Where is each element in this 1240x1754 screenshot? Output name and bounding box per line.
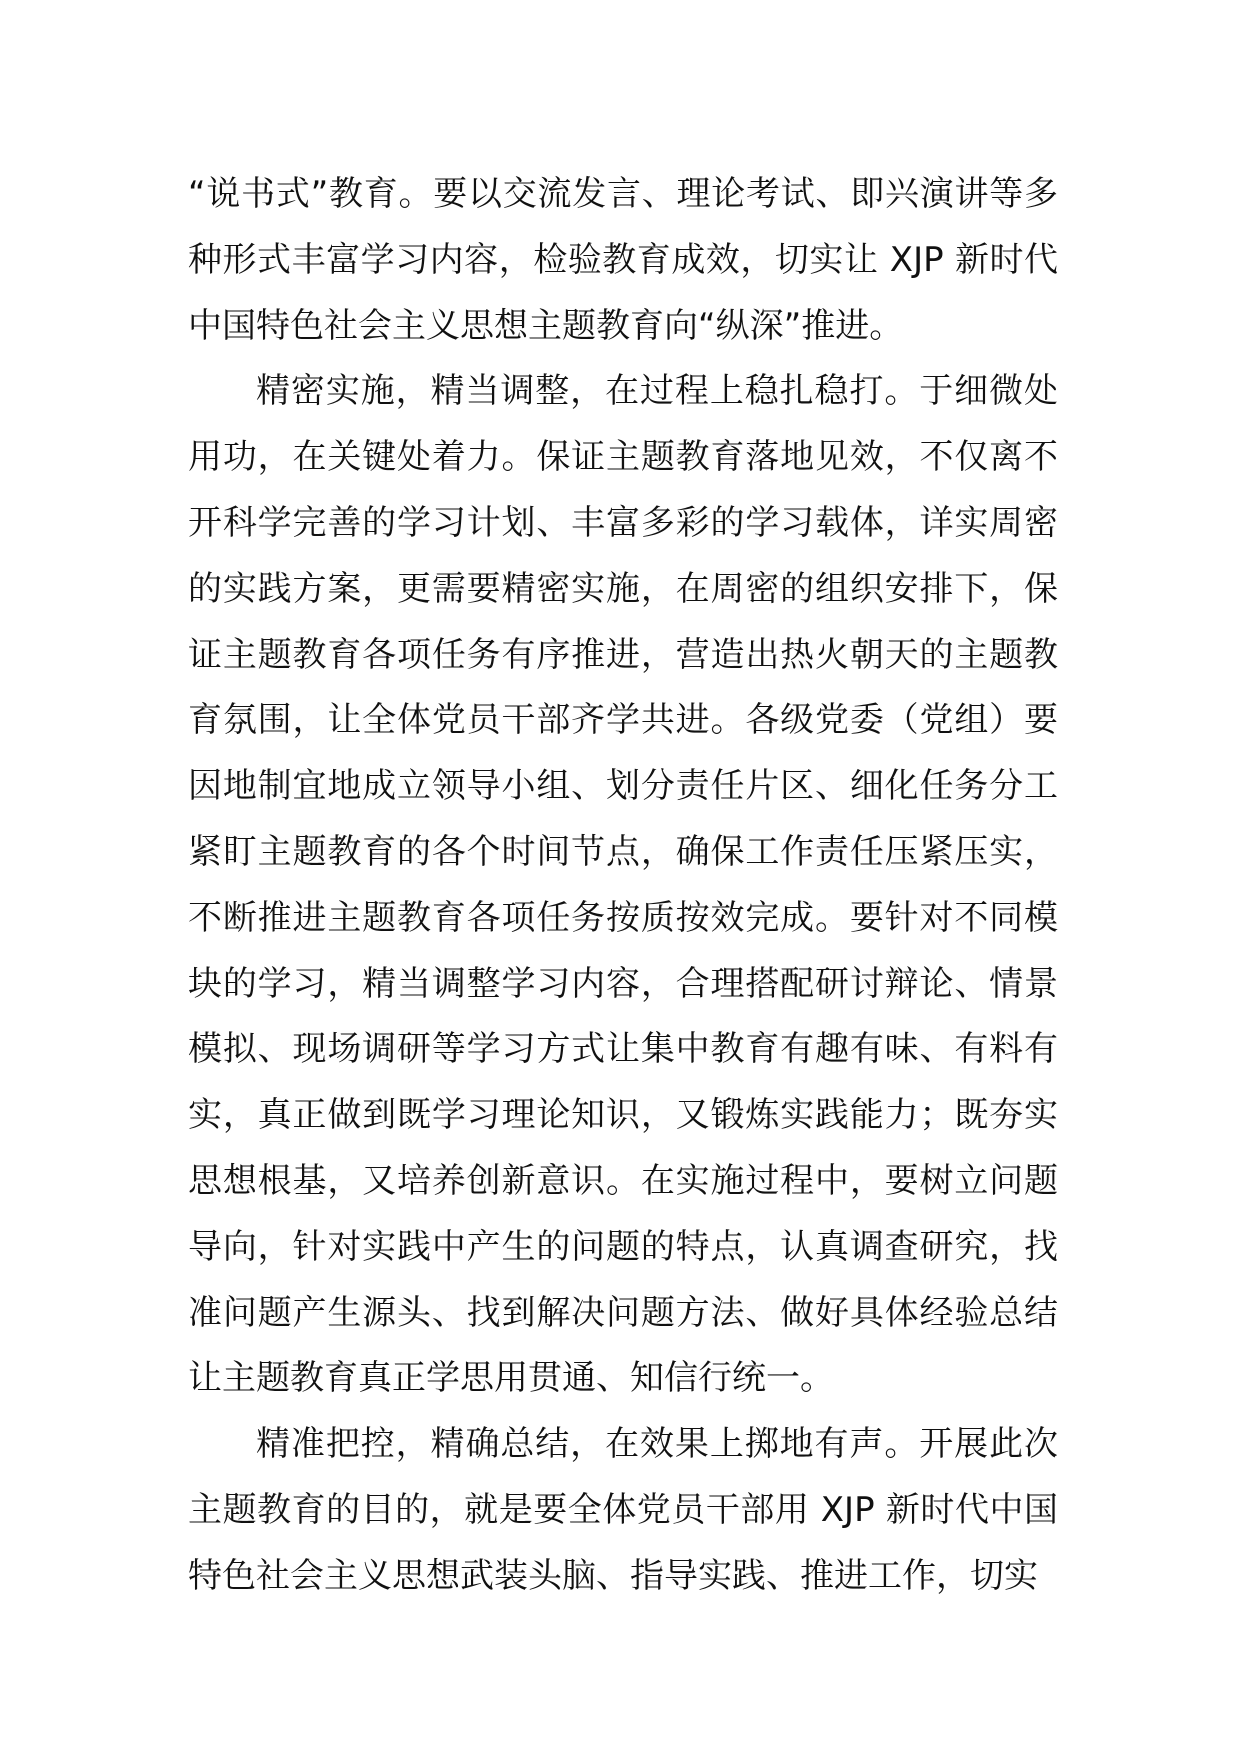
paragraph-1: “说书式”教育。要以交流发言、理论考试、即兴演讲等多种形式丰富学习内容，检验教育成效，切实让 XJP 新时代中国特色社会主义思想主题教育向“纵深”推进。 [188,174,1058,346]
paragraph-2: 精密实施，精当调整，在过程上稳扎稳打。于细微处用功，在关键处着力。保证主题教育落地见效，不仅离不开科学完善的学习计划、丰富多彩的学习载体，详实周密的实践方案，更需要精密实施，在周密的组织安排下，保证主题教育各项任务有序推进，营造出热火朝天的主题教育氛围，让全体党员干部齐学共进。各级党委（党组）要因地制宜地成立领导小组、划分责任片区、细化任务分工紧盯主题教育的各个时间节点，确保工作责任压紧压实，不断推进主题教育各项任务按质按效完成。要针对不同模块的学习，精当调整学习内容，合理搭配研讨辩论、情景模拟、现场调研等学习方式让集中教育有趣有味、有料有实，真正做到既学习理论知识，又锻炼实践能力；既夯实思想根基，又培养创新意识。在实施过程中，要树立问题导向，针对实践中产生的问题的特点，认真调查研究，找准问题产生源头、找到解决问题方法、做好具体经验总结让主题教育真正学思用贯通、知信行统一。 [188,371,1058,1399]
document-page [188,162,1058,1610]
paragraph-3: 精准把控，精确总结，在效果上掷地有声。开展此次主题教育的目的，就是要全体党员干部用 XJP 新时代中国特色社会主义思想武装头脑、指导实践、推进工作，切实 [188,1424,1058,1596]
